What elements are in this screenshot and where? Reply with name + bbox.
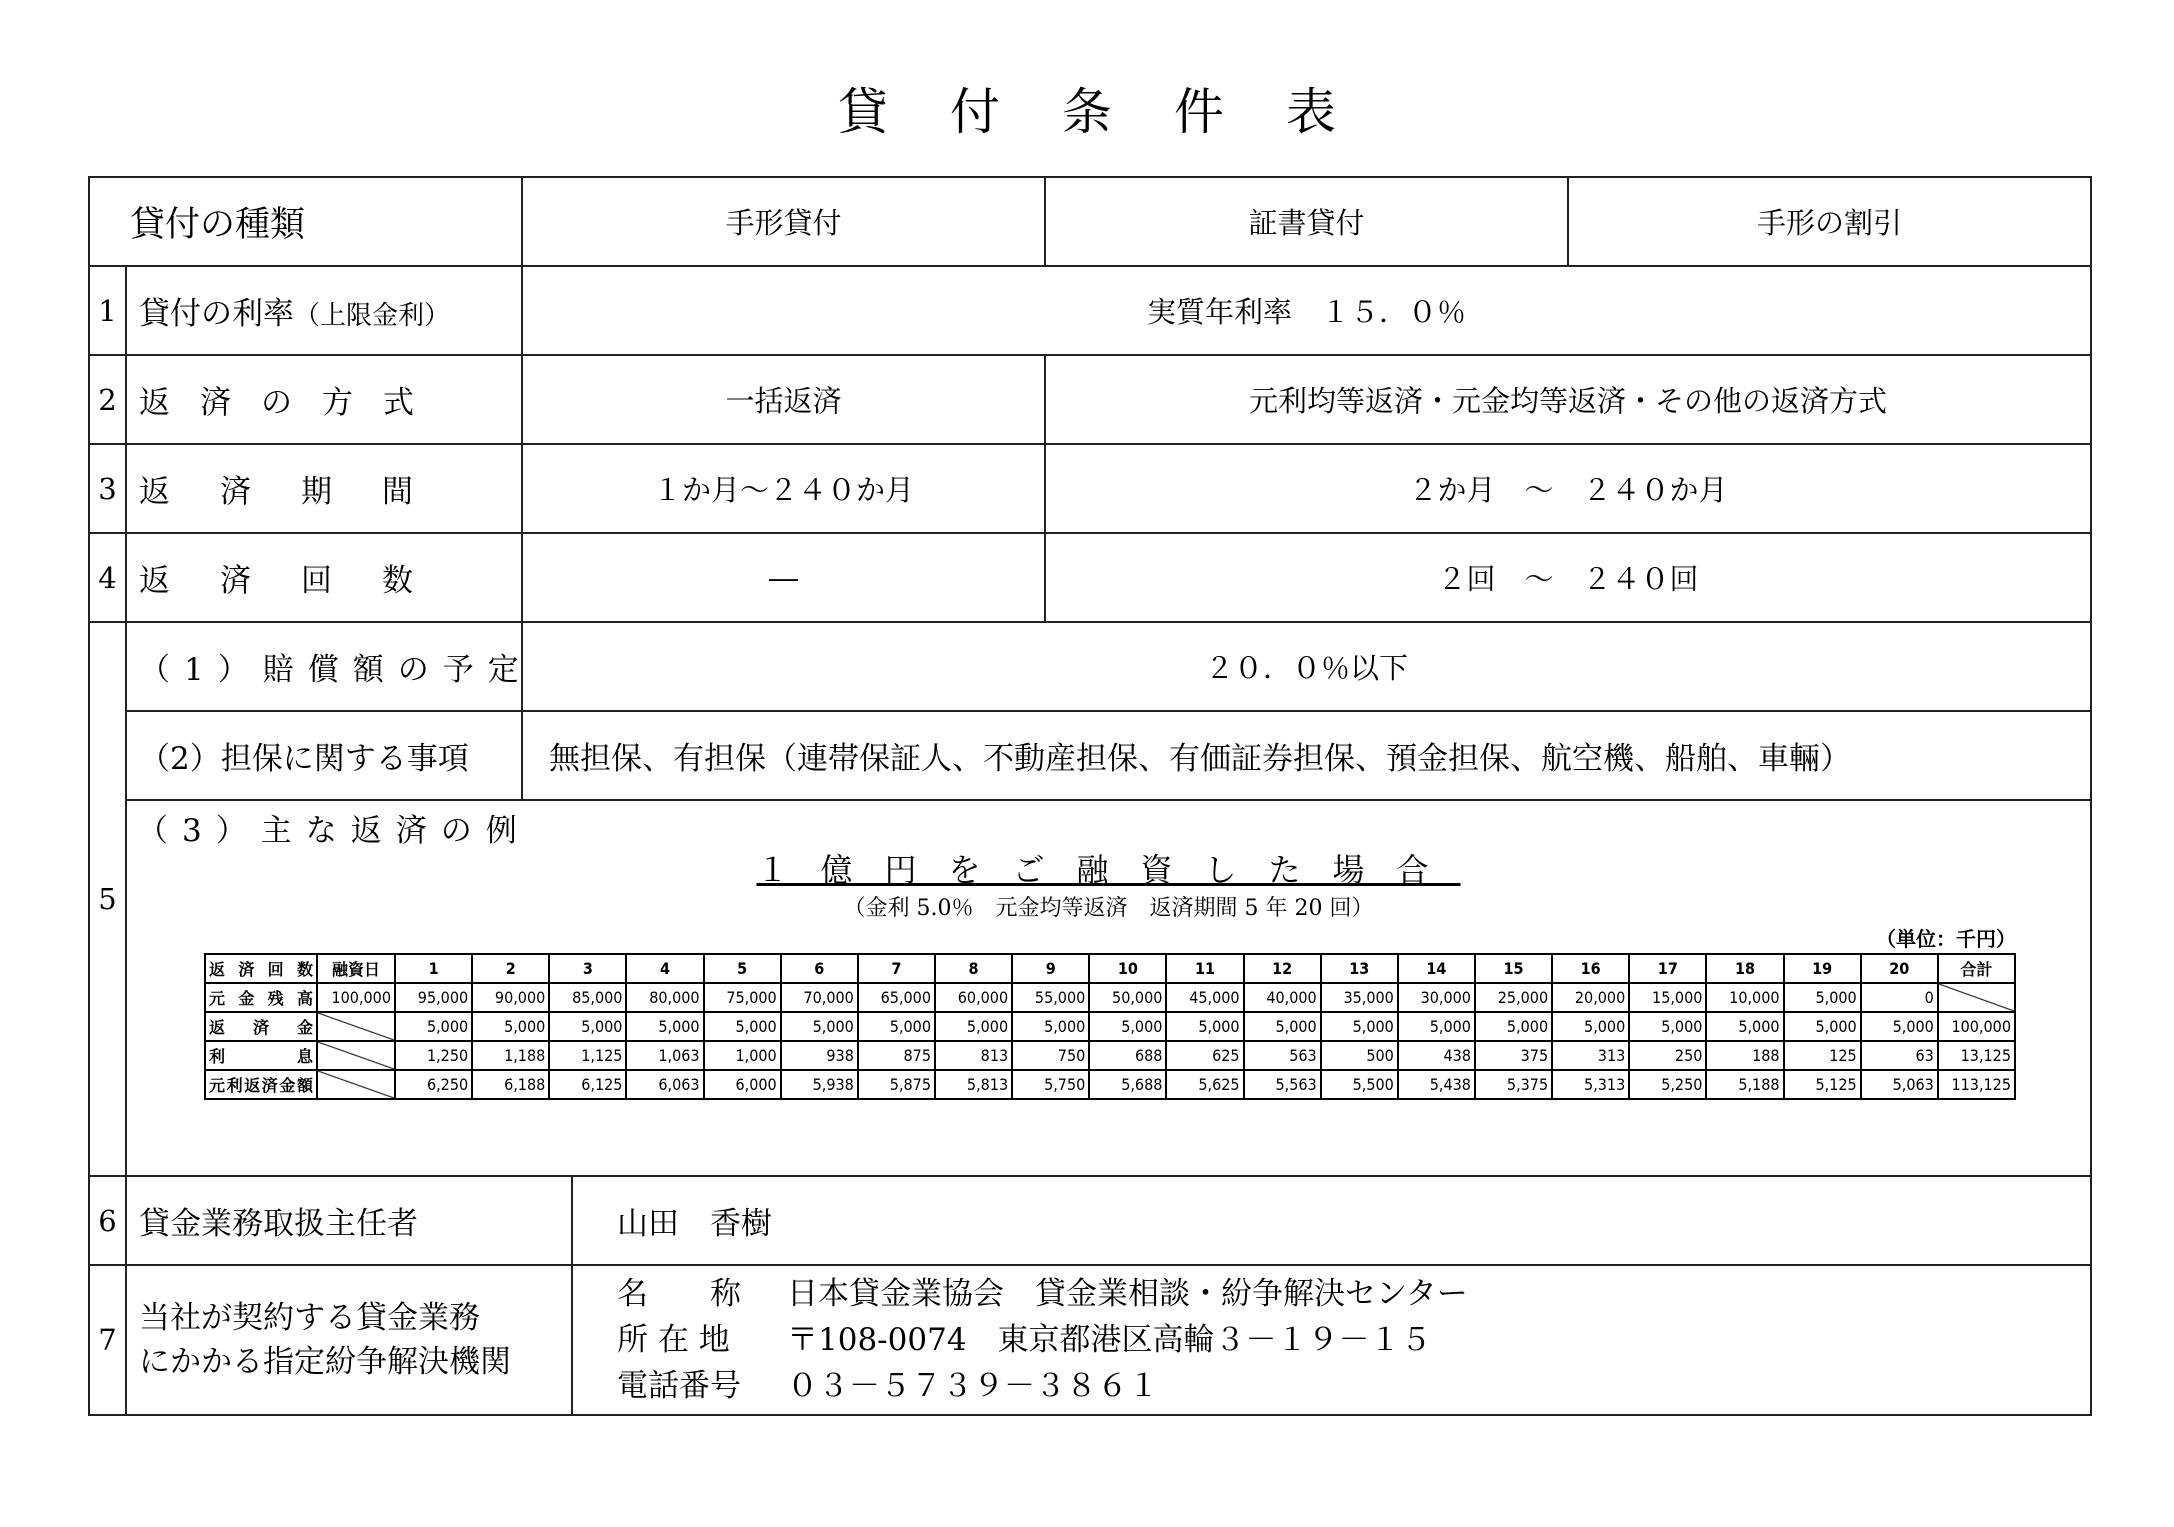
interest-rate-label-sub: （上限金利） xyxy=(294,301,451,331)
schedule-column-header: 1 xyxy=(395,954,472,983)
schedule-value: 5,000 xyxy=(935,1012,1012,1041)
schedule-column-header: 2 xyxy=(472,954,549,983)
schedule-value: 6,000 xyxy=(704,1070,781,1099)
schedule-row-principal-balance xyxy=(205,983,2015,1012)
schedule-value: 5,000 xyxy=(781,1012,858,1041)
schedule-value: 50,000 xyxy=(1089,983,1166,1012)
schedule-value: 5,563 xyxy=(1244,1070,1321,1099)
schedule-value: 5,750 xyxy=(1012,1070,1089,1099)
schedule-value: 5,000 xyxy=(1629,1012,1706,1041)
schedule-value: 5,000 xyxy=(1475,1012,1552,1041)
schedule-value: 5,000 xyxy=(1861,1012,1938,1041)
schedule-column-header: 7 xyxy=(858,954,935,983)
schedule-value: 5,000 xyxy=(472,1012,549,1041)
schedule-value: 5,000 xyxy=(395,1012,472,1041)
schedule-column-header: 10 xyxy=(1089,954,1166,983)
case-conditions: （金利 5.0％ 元金均等返済 返済期間 5 年 20 回） xyxy=(843,896,1374,921)
schedule-value: 5,000 xyxy=(1012,1012,1089,1041)
bill-discount-header: 手形の割引 xyxy=(1568,177,2091,266)
repayment-period-other: ２か月 ～ ２４０か月 xyxy=(1045,444,2091,533)
schedule-value: 100,000 xyxy=(317,983,395,1012)
schedule-value: 6,063 xyxy=(626,1070,703,1099)
schedule-value: 60,000 xyxy=(935,983,1012,1012)
schedule-empty-cell xyxy=(317,1041,395,1070)
schedule-value: 938 xyxy=(781,1041,858,1070)
deed-loan-header: 証書貸付 xyxy=(1045,177,1568,266)
schedule-value: 5,375 xyxy=(1475,1070,1552,1099)
row-repayment-period xyxy=(89,444,2091,533)
schedule-column-header: 15 xyxy=(1475,954,1552,983)
schedule-value: 438 xyxy=(1398,1041,1475,1070)
repayment-method-label: 返済の方式 xyxy=(126,355,522,444)
schedule-column-header: 18 xyxy=(1706,954,1783,983)
row-manager xyxy=(89,1176,2091,1265)
schedule-value: 5,000 xyxy=(858,1012,935,1041)
schedule-value: 250 xyxy=(1629,1041,1706,1070)
manager-label: 貸金業務取扱主任者 xyxy=(126,1176,572,1265)
schedule-column-header: 19 xyxy=(1784,954,1861,983)
schedule-value: 5,688 xyxy=(1089,1070,1166,1099)
schedule-value: 125 xyxy=(1784,1041,1861,1070)
schedule-empty-cell xyxy=(1938,983,2015,1012)
repayment-period-bill: １か月～２４０か月 xyxy=(522,444,1045,533)
schedule-value: 5,000 xyxy=(549,1012,626,1041)
schedule-value: 1,250 xyxy=(395,1041,472,1070)
schedule-empty-cell xyxy=(317,1012,395,1041)
org-name-key: 名 称 xyxy=(617,1276,742,1312)
schedule-value: 6,250 xyxy=(395,1070,472,1099)
org-phone-value: ０３－５７３９－３８６１ xyxy=(787,1368,1160,1404)
org-phone-key: 電話番号 xyxy=(617,1368,742,1404)
interest-rate-label-main: 貸付の利率 xyxy=(139,296,294,332)
schedule-value: 5,500 xyxy=(1321,1070,1398,1099)
schedule-column-header: 5 xyxy=(704,954,781,983)
schedule-value: 1,125 xyxy=(549,1041,626,1070)
schedule-column-header: 8 xyxy=(935,954,1012,983)
schedule-value: 65,000 xyxy=(858,983,935,1012)
row-number: 4 xyxy=(89,533,126,622)
schedule-value: 5,000 xyxy=(1166,1012,1243,1041)
schedule-value: 5,000 xyxy=(1784,983,1861,1012)
schedule-column-header: 合計 xyxy=(1938,954,2015,983)
schedule-value: 5,000 xyxy=(1321,1012,1398,1041)
schedule-value: 5,000 xyxy=(1244,1012,1321,1041)
schedule-value: 63 xyxy=(1861,1041,1938,1070)
schedule-row-repayment xyxy=(205,1012,2015,1041)
schedule-column-header: 12 xyxy=(1244,954,1321,983)
dispute-org-label-line1: 当社が契約する貸金業務 xyxy=(139,1300,480,1336)
schedule-value: 875 xyxy=(858,1041,935,1070)
schedule-value: 5,000 xyxy=(1784,1012,1861,1041)
page-title: 貸付条件表 xyxy=(838,83,1398,141)
schedule-column-header: 16 xyxy=(1552,954,1629,983)
schedule-column-header: 9 xyxy=(1012,954,1089,983)
schedule-value: 70,000 xyxy=(781,983,858,1012)
schedule-value: 80,000 xyxy=(626,983,703,1012)
repayment-period-label: 返済期間 xyxy=(126,444,522,533)
repayment-count-label: 返済回数 xyxy=(126,533,522,622)
schedule-value: 1,188 xyxy=(472,1041,549,1070)
schedule-value: 5,250 xyxy=(1629,1070,1706,1099)
schedule-column-header: 17 xyxy=(1629,954,1706,983)
schedule-column-header: 6 xyxy=(781,954,858,983)
schedule-value: 375 xyxy=(1475,1041,1552,1070)
collateral-value: 無担保、有担保（連帯保証人、不動産担保、有価証券担保、預金担保、航空機、船舶、車輛） xyxy=(522,711,2091,800)
schedule-value: 5,188 xyxy=(1706,1070,1783,1099)
damages-label: （1）賠償額の予定 xyxy=(126,622,522,711)
schedule-value: 5,938 xyxy=(781,1070,858,1099)
schedule-value: 813 xyxy=(935,1041,1012,1070)
dispute-org-label xyxy=(126,1265,572,1415)
org-name-line xyxy=(617,1271,2090,1317)
repayment-method-other: 元利均等返済・元金均等返済・その他の返済方式 xyxy=(1045,355,2091,444)
schedule-value: 6,188 xyxy=(472,1070,549,1099)
schedule-value: 5,125 xyxy=(1784,1070,1861,1099)
schedule-column-header: 13 xyxy=(1321,954,1398,983)
schedule-value: 55,000 xyxy=(1012,983,1089,1012)
schedule-value: 10,000 xyxy=(1706,983,1783,1012)
row-number: 3 xyxy=(89,444,126,533)
schedule-value: 0 xyxy=(1861,983,1938,1012)
schedule-value: 1,000 xyxy=(704,1041,781,1070)
collateral-label: （2）担保に関する事項 xyxy=(126,711,522,800)
schedule-column-header: 融資日 xyxy=(317,954,395,983)
schedule-value: 45,000 xyxy=(1166,983,1243,1012)
schedule-value: 20,000 xyxy=(1552,983,1629,1012)
row-interest-rate xyxy=(89,266,2091,355)
schedule-column-header: 20 xyxy=(1861,954,1938,983)
schedule-value: 5,063 xyxy=(1861,1070,1938,1099)
schedule-value: 750 xyxy=(1012,1041,1089,1070)
schedule-row-label: 元利返済金額 xyxy=(205,1070,317,1099)
schedule-value: 113,125 xyxy=(1938,1070,2015,1099)
schedule-value: 313 xyxy=(1552,1041,1629,1070)
schedule-row-label: 元金残高 xyxy=(205,983,317,1012)
dispute-org-label-line2: にかかる指定紛争解決機関 xyxy=(139,1344,511,1380)
schedule-row-interest xyxy=(205,1041,2015,1070)
schedule-header-row xyxy=(205,954,2015,983)
schedule-value: 5,313 xyxy=(1552,1070,1629,1099)
row-repayment-method xyxy=(89,355,2091,444)
schedule-value: 5,000 xyxy=(1706,1012,1783,1041)
schedule-value: 688 xyxy=(1089,1041,1166,1070)
schedule-value: 1,063 xyxy=(626,1041,703,1070)
schedule-value: 563 xyxy=(1244,1041,1321,1070)
schedule-value: 500 xyxy=(1321,1041,1398,1070)
case-title xyxy=(127,845,2090,891)
dispute-org-details xyxy=(572,1265,2091,1415)
row-number: 7 xyxy=(89,1265,126,1415)
org-address-value: 〒108-0074 東京都港区高輪３－１９－１５ xyxy=(787,1322,1432,1358)
schedule-value: 25,000 xyxy=(1475,983,1552,1012)
schedule-value: 30,000 xyxy=(1398,983,1475,1012)
schedule-value: 5,000 xyxy=(1552,1012,1629,1041)
schedule-value: 100,000 xyxy=(1938,1012,2015,1041)
schedule-row-total-payment xyxy=(205,1070,2015,1099)
header-row xyxy=(89,177,2091,266)
schedule-value: 5,000 xyxy=(704,1012,781,1041)
schedule-value: 188 xyxy=(1706,1041,1783,1070)
schedule-value: 35,000 xyxy=(1321,983,1398,1012)
org-name-value: 日本貸金業協会 貸金業相談・紛争解決センター xyxy=(787,1276,1468,1312)
schedule-column-header: 14 xyxy=(1398,954,1475,983)
schedule-value: 5,000 xyxy=(1398,1012,1475,1041)
row-damages xyxy=(89,622,2091,711)
org-phone-line xyxy=(617,1363,2090,1409)
schedule-empty-cell xyxy=(317,1070,395,1099)
schedule-column-header: 4 xyxy=(626,954,703,983)
repayment-example-cell xyxy=(126,800,2091,1176)
row-number: 5 xyxy=(89,622,126,1176)
schedule-value: 5,000 xyxy=(1089,1012,1166,1041)
repayment-method-bill: 一括返済 xyxy=(522,355,1045,444)
schedule-row-label: 返済金 xyxy=(205,1012,317,1041)
case-title-text: １億円をご融資した場合 xyxy=(756,851,1461,889)
interest-rate-value: 実質年利率 １５．０％ xyxy=(522,266,2091,355)
schedule-value: 625 xyxy=(1166,1041,1243,1070)
row-dispute-resolution xyxy=(89,1265,2091,1415)
schedule-value: 13,125 xyxy=(1938,1041,2015,1070)
repayment-count-other: ２回 ～ ２４０回 xyxy=(1045,533,2091,622)
schedule-value: 5,875 xyxy=(858,1070,935,1099)
schedule-column-header: 3 xyxy=(549,954,626,983)
interest-rate-label xyxy=(126,266,522,355)
schedule-value: 75,000 xyxy=(704,983,781,1012)
repayment-example-label: （3）主な返済の例 xyxy=(137,813,531,849)
schedule-value: 5,813 xyxy=(935,1070,1012,1099)
schedule-row-label: 返済回数 xyxy=(205,954,317,983)
row-repayment-count xyxy=(89,533,2091,622)
schedule-row-label: 利息 xyxy=(205,1041,317,1070)
row-collateral xyxy=(89,711,2091,800)
repayment-count-bill: ― xyxy=(522,533,1045,622)
schedule-value: 90,000 xyxy=(472,983,549,1012)
schedule-value: 95,000 xyxy=(395,983,472,1012)
row-number: 6 xyxy=(89,1176,126,1265)
org-address-key: 所 在 地 xyxy=(617,1322,730,1358)
schedule-column-header: 11 xyxy=(1166,954,1243,983)
schedule-value: 40,000 xyxy=(1244,983,1321,1012)
row-number: 1 xyxy=(89,266,126,355)
schedule-value: 6,125 xyxy=(549,1070,626,1099)
schedule-value: 5,000 xyxy=(626,1012,703,1041)
schedule-value: 5,625 xyxy=(1166,1070,1243,1099)
loan-type-header: 貸付の種類 xyxy=(89,177,522,266)
repayment-schedule-table xyxy=(204,953,2016,1100)
unit-label: （単位：千円） xyxy=(1876,927,2017,951)
row-repayment-example xyxy=(89,800,2091,1176)
manager-name: 山田 香樹 xyxy=(572,1176,2091,1265)
org-address-line xyxy=(617,1317,2090,1363)
schedule-value: 15,000 xyxy=(1629,983,1706,1012)
loan-terms-table xyxy=(88,176,2092,1416)
schedule-value: 85,000 xyxy=(549,983,626,1012)
bill-loan-header: 手形貸付 xyxy=(522,177,1045,266)
row-number: 2 xyxy=(89,355,126,444)
schedule-value: 5,438 xyxy=(1398,1070,1475,1099)
damages-value: ２０．０％以下 xyxy=(522,622,2091,711)
